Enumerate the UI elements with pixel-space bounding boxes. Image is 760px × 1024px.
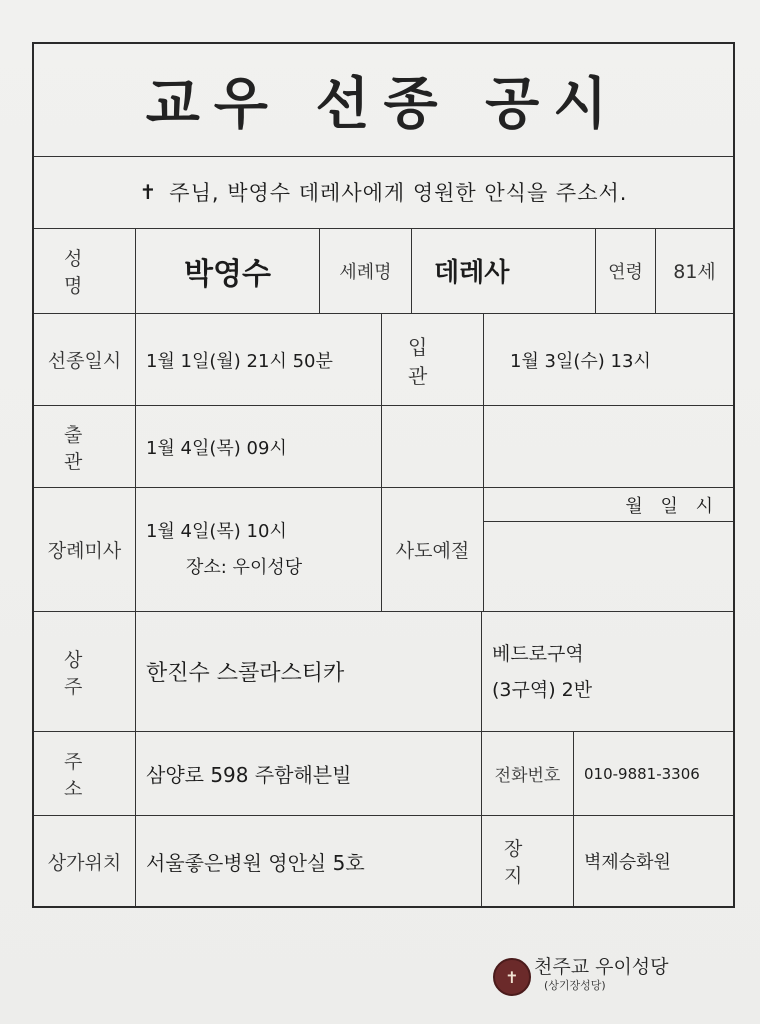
departure-value: 1월 4일(목) 09시 <box>136 406 382 488</box>
prayer-text: 주님, 박영수 데레사에게 영원한 안식을 주소서. <box>169 181 628 205</box>
church-seal-icon: ✝ <box>493 958 531 996</box>
coffin-value: 1월 3일(수) 13시 <box>484 314 733 406</box>
address-value: 삼양로 598 주함해븐빌 <box>136 732 482 816</box>
address-label: 주 소 <box>34 732 136 816</box>
coffin-label: 입 관 <box>382 314 484 406</box>
funeral-mass-value <box>136 488 382 612</box>
baptism-name: 데레사 <box>412 228 596 314</box>
age-label: 연령 <box>596 228 656 314</box>
prayer-line <box>34 156 733 229</box>
deceased-name: 박영수 <box>136 228 320 314</box>
district-group: (3구역) 2반 <box>492 678 593 701</box>
death-time-value: 1월 1일(월) 21시 50분 <box>136 314 382 406</box>
funeral-mass-place: 장소: 우이성당 <box>186 556 303 578</box>
absolution-date-header: 월 일 시 <box>484 488 733 522</box>
mourning-place-value: 서울좋은병원 영안실 5호 <box>136 816 482 906</box>
phone-value: 010-9881-3306 <box>574 732 733 816</box>
funeral-mass-date: 1월 4일(목) 10시 <box>146 520 287 542</box>
empty-cell <box>484 406 733 488</box>
absolution-label: 사도예절 <box>382 488 484 612</box>
chief-mourner-value: 한진수 스콜라스티카 <box>136 612 482 732</box>
age-value: 81세 <box>656 228 733 314</box>
parish-subtitle: (상기장성당) <box>544 979 606 992</box>
funeral-mass-label: 장례미사 <box>34 488 136 612</box>
mourning-place-label: 상가위치 <box>34 816 136 906</box>
cross-icon: ✝ <box>139 180 158 204</box>
name-label: 성 명 <box>34 228 136 314</box>
absolution-date-value <box>484 522 733 612</box>
burial-value: 벽제승화원 <box>584 852 671 873</box>
death-time-label: 선종일시 <box>34 314 136 406</box>
burial-label: 장 지 <box>482 816 574 906</box>
empty-cell <box>382 406 484 488</box>
phone-label: 전화번호 <box>482 732 574 816</box>
notice-title: 교우 선종 공시 <box>34 44 733 157</box>
district-name: 베드로구역 <box>492 642 584 665</box>
chief-mourner-label: 상 주 <box>34 612 136 732</box>
parish-name: 천주교 우이성당 <box>534 956 669 978</box>
departure-label: 출 관 <box>34 406 136 488</box>
parish-district <box>482 612 733 732</box>
baptism-name-label: 세례명 <box>320 228 412 314</box>
funeral-notice-sheet <box>32 42 735 908</box>
